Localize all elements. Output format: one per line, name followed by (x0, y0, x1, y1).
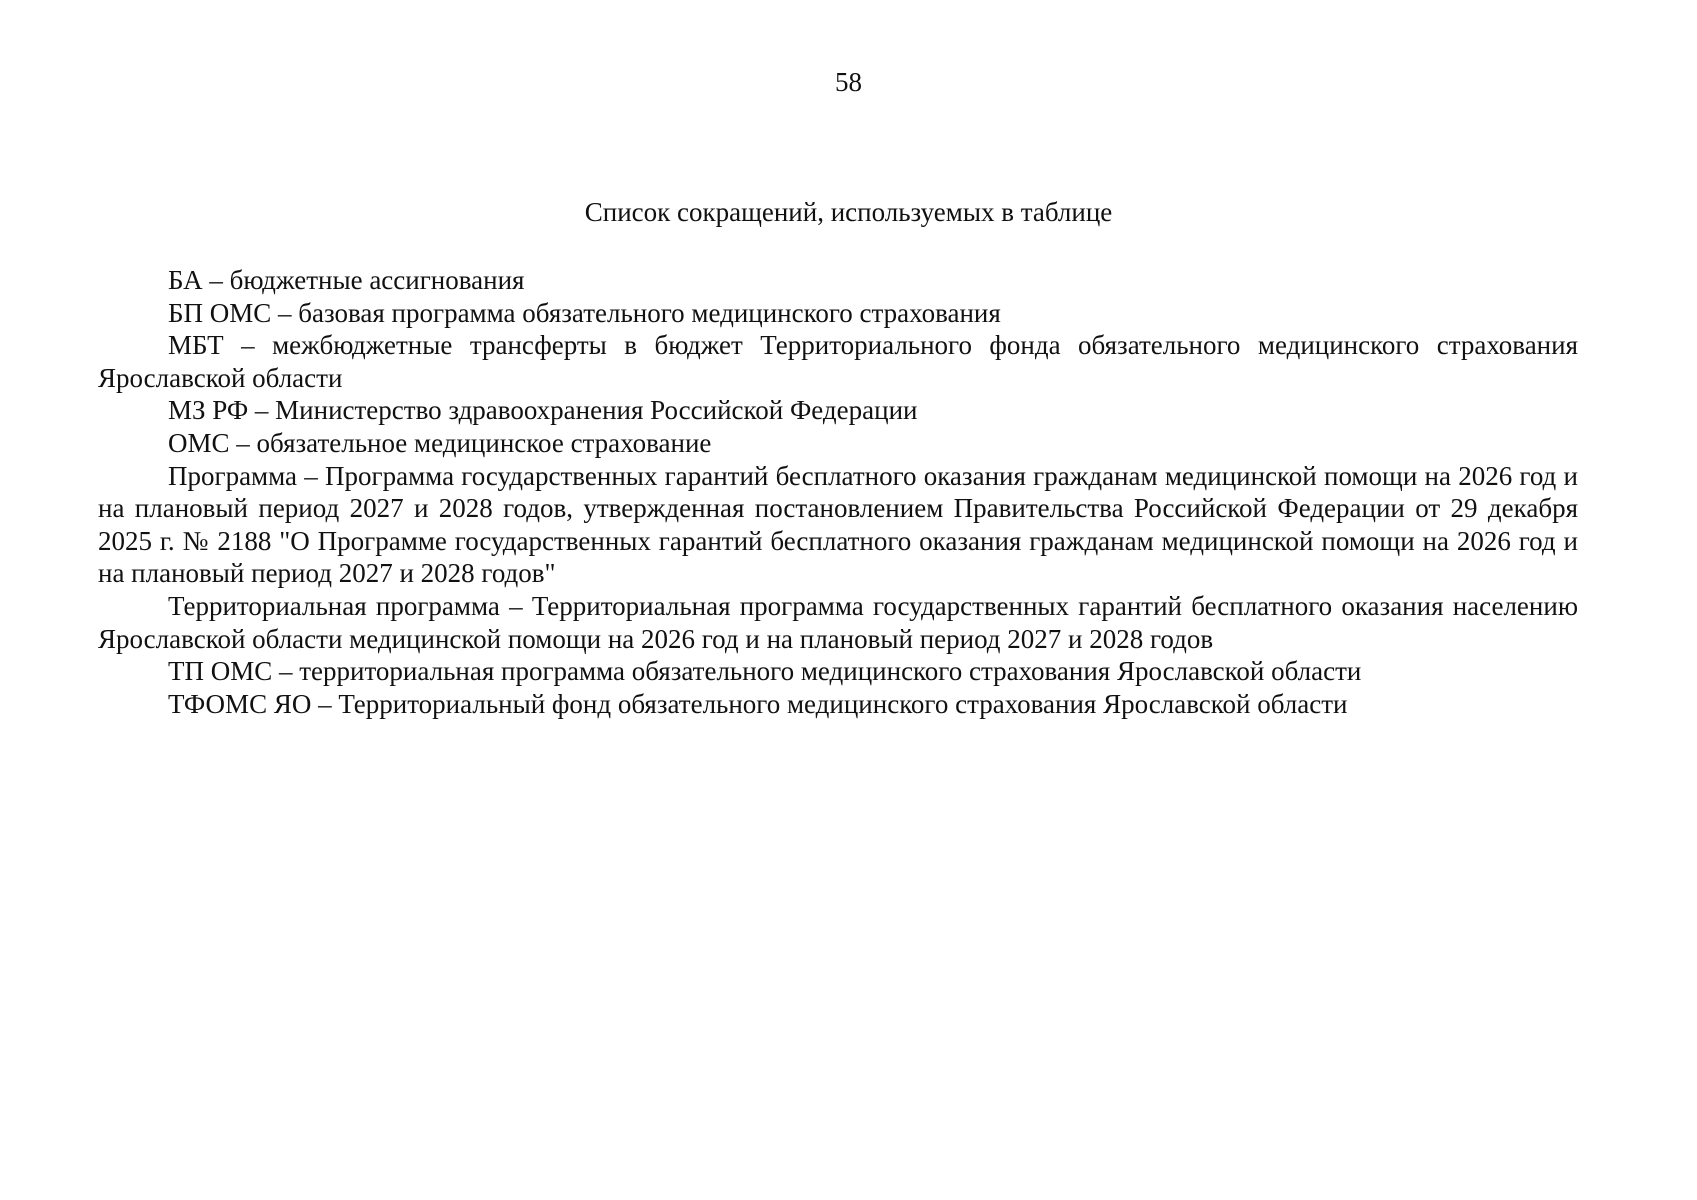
abbreviation-item-tp-oms: ТП ОМС – территориальная программа обязательного медицинского страхования Ярославской области (168, 656, 1362, 687)
abbreviation-item-oms: ОМС – обязательное медицинское страхование (168, 427, 712, 458)
abbreviation-item-ba: БА – бюджетные ассигнования (168, 265, 525, 295)
page-number: 58 (835, 67, 862, 97)
abbreviation-list (98, 264, 1578, 720)
abbreviation-item-territorial-programma: Территориальная программа – Территориальная программа государственных гарантий бесплатного оказания населению Ярославской области медицинской помощи на 2026 год и на плановый период 2027 и 2028 годов (98, 590, 1578, 654)
abbreviation-item-mbt: МБТ – межбюджетные трансферты в бюджет Территориального фонда обязательного медицинского страхования Ярославской области (98, 330, 1578, 393)
abbreviation-item-tfoms-yao: ТФОМС ЯО – Территориальный фонд обязательного медицинского страхования Ярославской области (168, 688, 1348, 719)
abbreviation-item-mz-rf: МЗ РФ – Министерство здравоохранения Российской Федерации (168, 395, 918, 426)
abbreviation-item-bp-oms: БП ОМС – базовая программа обязательного медицинского страхования (168, 297, 1001, 328)
page-title: Список сокращений, используемых в таблице (584, 197, 1113, 227)
abbreviation-item-programma: Программа – Программа государственных гарантий бесплатного оказания гражданам медицинской помощи на 2026 год и на плановый период 2027 и 2028 годов, утвержденная постановлением Правительства Российской Федерации от 29 декабря 2025 г. № 2188 "О Программе государственных гарантий бесплатного оказания гражданам медицинской помощи на 2026 год и на плановый период 2027 и 2028 годов" (98, 460, 1578, 589)
